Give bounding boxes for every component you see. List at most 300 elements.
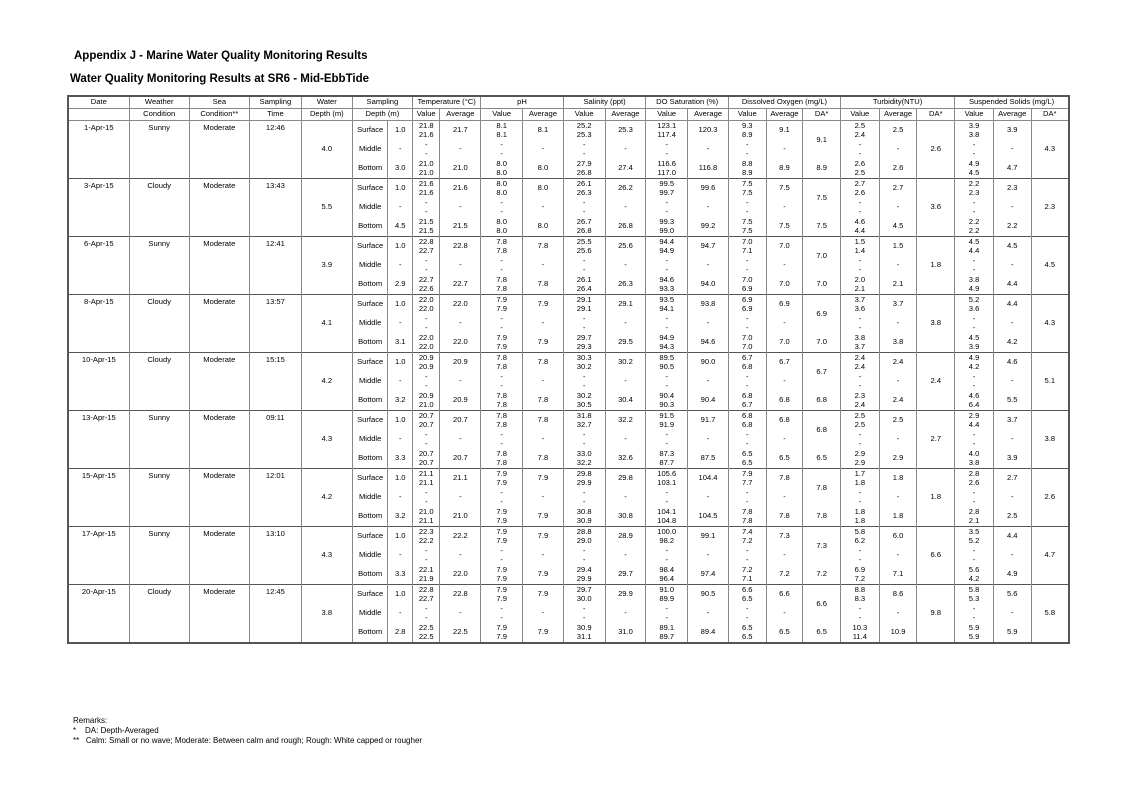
sea-condition-cell: Moderate <box>189 295 249 353</box>
temperature-value-1: - <box>424 372 428 381</box>
ph-value-1: 7.9 <box>496 333 507 342</box>
temperature-values <box>412 411 440 431</box>
salinity-values <box>563 469 605 489</box>
ph-value-2: 7.8 <box>496 419 507 429</box>
dissolved-oxygen-average: 6.9 <box>766 295 803 315</box>
salinity-average: 26.8 <box>605 217 646 237</box>
turbidity-value-2: 2.5 <box>854 167 866 177</box>
do-saturation-average: 99.6 <box>688 179 729 199</box>
date-cell: 8-Apr-15 <box>68 295 129 353</box>
temperature-value-2: - <box>424 554 428 564</box>
turbidity-average: 2.5 <box>879 121 917 141</box>
temperature-values <box>412 314 440 333</box>
dissolved-oxygen-value-1: 7.9 <box>741 468 753 478</box>
suspended-solids-average: - <box>993 430 1031 449</box>
sampling-depth-cell: - <box>388 430 412 449</box>
dissolved-oxygen-values <box>728 488 766 507</box>
salinity-value-1: 29.7 <box>576 333 592 342</box>
depth-level-cell: Bottom <box>352 275 388 295</box>
temperature-value-1: 21.0 <box>418 159 434 168</box>
dissolved-oxygen-values <box>728 391 766 411</box>
temperature-average: - <box>440 256 481 275</box>
temperature-value-2: 22.0 <box>418 341 434 351</box>
dissolved-oxygen-average: 7.0 <box>766 275 803 295</box>
salinity-average: 25.3 <box>605 121 646 141</box>
suspended-solids-value-2: 4.5 <box>968 167 980 177</box>
dissolved-oxygen-value-1: - <box>745 430 749 439</box>
suspended-solids-value-1: - <box>972 256 976 265</box>
header-cell: Suspended Solids (mg/L) <box>955 96 1069 109</box>
suspended-solids-values <box>955 314 994 333</box>
dissolved-oxygen-values <box>728 140 766 159</box>
dissolved-oxygen-values <box>728 565 766 585</box>
temperature-average: 22.8 <box>440 237 481 257</box>
turbidity-value-1: 4.6 <box>854 217 866 226</box>
salinity-value-2: - <box>582 612 586 622</box>
ph-value-2: 7.9 <box>496 593 507 603</box>
do-saturation-value-1: 116.6 <box>657 159 676 168</box>
suspended-solids-average: 3.9 <box>993 121 1031 141</box>
salinity-average: 26.3 <box>605 275 646 295</box>
dissolved-oxygen-value-1: - <box>745 546 749 555</box>
turbidity-average: 2.5 <box>879 411 917 431</box>
turbidity-value-2: 1.8 <box>854 477 866 487</box>
dissolved-oxygen-da-surface-middle: 6.9 <box>803 295 841 334</box>
dissolved-oxygen-values <box>728 469 766 489</box>
temperature-values <box>412 449 440 469</box>
suspended-solids-value-1: 4.9 <box>968 159 980 168</box>
salinity-value-2: 30.5 <box>576 399 592 409</box>
temperature-average: 21.0 <box>440 507 481 527</box>
dissolved-oxygen-da-surface-middle: 7.0 <box>803 237 841 276</box>
suspended-solids-value-1: 5.9 <box>968 623 980 632</box>
do-saturation-value-2: - <box>665 496 668 506</box>
ph-values <box>481 353 523 373</box>
dissolved-oxygen-value-1: - <box>745 314 749 323</box>
suspended-solids-value-1: 4.5 <box>968 333 980 342</box>
dissolved-oxygen-value-2: 7.7 <box>741 477 753 487</box>
dissolved-oxygen-value-1: 7.5 <box>741 178 753 188</box>
sampling-depth-cell: 3.3 <box>388 565 412 585</box>
suspended-solids-average: 2.2 <box>993 217 1031 237</box>
do-saturation-average: 94.6 <box>688 333 729 353</box>
dissolved-oxygen-value-1: - <box>745 198 749 207</box>
dissolved-oxygen-average: 6.6 <box>766 585 803 605</box>
turbidity-average: - <box>879 488 917 507</box>
salinity-values <box>563 159 605 179</box>
temperature-value-2: 21.1 <box>418 515 434 525</box>
suspended-solids-values <box>955 140 994 159</box>
do-saturation-average: 94.7 <box>688 237 729 257</box>
dissolved-oxygen-values <box>728 198 766 217</box>
do-saturation-value-1: - <box>665 140 668 149</box>
suspended-solids-value-2: - <box>972 264 976 274</box>
temperature-value-2: 20.9 <box>418 361 434 371</box>
suspended-solids-value-2: - <box>972 438 976 448</box>
do-saturation-average: 90.4 <box>688 391 729 411</box>
ph-value-1: - <box>500 372 503 381</box>
suspended-solids-average: - <box>993 604 1031 623</box>
turbidity-value-2: 11.4 <box>852 631 867 641</box>
dissolved-oxygen-value-2: - <box>745 496 749 506</box>
header-cell: Sea <box>189 96 249 109</box>
dissolved-oxygen-da-bottom: 6.5 <box>803 449 841 469</box>
dissolved-oxygen-average: 6.5 <box>766 449 803 469</box>
ph-value-1: 8.0 <box>496 178 507 188</box>
dissolved-oxygen-value-2: 6.5 <box>741 631 753 641</box>
do-saturation-values <box>646 121 688 141</box>
suspended-solids-value-2: 2.3 <box>968 187 980 197</box>
ph-values <box>481 256 523 275</box>
ph-average: 7.9 <box>523 295 564 315</box>
temperature-values <box>412 372 440 391</box>
salinity-values <box>563 391 605 411</box>
header-cell: DA* <box>803 109 841 121</box>
suspended-solids-average: 4.2 <box>993 333 1031 353</box>
turbidity-value-1: 3.7 <box>854 294 866 304</box>
suspended-solids-value-2: 2.6 <box>968 477 980 487</box>
sampling-time-cell: 12:45 <box>249 585 301 644</box>
do-saturation-value-1: - <box>665 256 668 265</box>
sampling-depth-cell: 3.3 <box>388 449 412 469</box>
sampling-time-cell: 12:01 <box>249 469 301 527</box>
temperature-value-1: 21.6 <box>418 178 434 188</box>
do-saturation-values <box>646 585 688 605</box>
dissolved-oxygen-da-bottom: 6.5 <box>803 623 841 643</box>
header-cell: Value <box>563 109 605 121</box>
salinity-values <box>563 527 605 547</box>
temperature-value-2: - <box>424 438 428 448</box>
do-saturation-value-2: 89.7 <box>659 631 675 641</box>
dissolved-oxygen-value-1: 9.3 <box>741 120 753 130</box>
dissolved-oxygen-average: 7.0 <box>766 333 803 353</box>
ph-values <box>481 121 523 141</box>
turbidity-average: 3.8 <box>879 333 917 353</box>
dissolved-oxygen-values <box>728 353 766 373</box>
header-cell: Time <box>249 109 301 121</box>
do-saturation-value-1: - <box>665 604 668 613</box>
do-saturation-values <box>646 159 688 179</box>
ph-values <box>481 295 523 315</box>
ph-value-2: 7.9 <box>496 573 507 583</box>
dissolved-oxygen-da-bottom: 7.0 <box>803 333 841 353</box>
temperature-average: 22.8 <box>440 585 481 605</box>
suspended-solids-value-1: 4.0 <box>968 449 980 458</box>
suspended-solids-average: 5.5 <box>993 391 1031 411</box>
turbidity-average: 4.5 <box>879 217 917 237</box>
header-cell: Average <box>766 109 803 121</box>
sea-condition-cell: Moderate <box>189 179 249 237</box>
suspended-solids-average: 4.7 <box>993 159 1031 179</box>
temperature-values <box>412 159 440 179</box>
dissolved-oxygen-average: 9.1 <box>766 121 803 141</box>
turbidity-average: 1.8 <box>879 507 917 527</box>
dissolved-oxygen-average: 7.8 <box>766 507 803 527</box>
salinity-value-2: - <box>582 496 586 506</box>
suspended-solids-average: 5.6 <box>993 585 1031 605</box>
do-saturation-value-2: 99.0 <box>659 225 675 235</box>
sampling-depth-cell: 4.5 <box>388 217 412 237</box>
turbidity-da: 6.6 <box>917 527 955 585</box>
table-row <box>68 295 1069 315</box>
temperature-average: - <box>440 140 481 159</box>
temperature-value-1: 20.7 <box>418 410 434 420</box>
suspended-solids-value-2: 4.4 <box>968 419 980 429</box>
ph-average: 8.0 <box>523 179 564 199</box>
salinity-value-2: 29.0 <box>576 535 592 545</box>
ph-value-1: 7.8 <box>496 410 507 420</box>
salinity-value-2: 26.8 <box>576 225 592 235</box>
depth-level-cell: Bottom <box>352 333 388 353</box>
temperature-value-1: 22.3 <box>418 526 434 536</box>
turbidity-value-2: 6.2 <box>854 535 866 545</box>
salinity-value-2: 30.9 <box>576 515 592 525</box>
turbidity-values <box>841 237 880 257</box>
do-saturation-value-1: 98.4 <box>659 565 675 574</box>
do-saturation-value-1: - <box>665 198 668 207</box>
turbidity-value-1: - <box>858 430 862 439</box>
ph-value-2: 7.8 <box>496 361 507 371</box>
ph-value-1: 7.9 <box>496 526 507 536</box>
suspended-solids-da: 5.1 <box>1031 353 1069 411</box>
turbidity-average: - <box>879 430 917 449</box>
suspended-solids-average: 4.4 <box>993 275 1031 295</box>
temperature-values <box>412 275 440 295</box>
turbidity-values <box>841 121 880 141</box>
do-saturation-average: 93.8 <box>688 295 729 315</box>
suspended-solids-values <box>955 527 994 547</box>
turbidity-da: 2.7 <box>917 411 955 469</box>
depth-level-cell: Surface <box>352 411 388 431</box>
dissolved-oxygen-value-2: 7.8 <box>741 515 753 525</box>
salinity-value-2: - <box>582 322 586 332</box>
do-saturation-average: - <box>688 314 729 333</box>
sampling-depth-cell: - <box>388 488 412 507</box>
turbidity-average: 2.9 <box>879 449 917 469</box>
do-saturation-values <box>646 391 688 411</box>
salinity-average: - <box>605 372 646 391</box>
sampling-depth-cell: 3.1 <box>388 333 412 353</box>
salinity-value-1: - <box>582 546 586 555</box>
suspended-solids-values <box>955 353 994 373</box>
depth-level-cell: Middle <box>352 314 388 333</box>
temperature-average: - <box>440 314 481 333</box>
ph-value-2: - <box>500 148 503 158</box>
dissolved-oxygen-values <box>728 585 766 605</box>
ph-value-1: 7.9 <box>496 584 507 594</box>
temperature-value-2: - <box>424 380 428 390</box>
do-saturation-average: - <box>688 546 729 565</box>
ph-average: 7.8 <box>523 391 564 411</box>
salinity-value-2: 29.9 <box>576 573 592 583</box>
dissolved-oxygen-average: 7.2 <box>766 565 803 585</box>
salinity-value-1: 30.8 <box>576 507 592 516</box>
dissolved-oxygen-value-2: 7.5 <box>741 187 753 197</box>
ph-values <box>481 546 523 565</box>
do-saturation-value-1: 93.5 <box>659 294 675 304</box>
dissolved-oxygen-value-1: - <box>745 488 749 497</box>
do-saturation-value-2: 103.1 <box>657 477 677 487</box>
dissolved-oxygen-average: 7.5 <box>766 217 803 237</box>
do-saturation-value-1: 91.5 <box>659 410 675 420</box>
do-saturation-values <box>646 411 688 431</box>
dissolved-oxygen-values <box>728 314 766 333</box>
suspended-solids-average: 2.5 <box>993 507 1031 527</box>
ph-average: 7.9 <box>523 565 564 585</box>
do-saturation-value-1: 89.1 <box>659 623 675 632</box>
turbidity-value-1: - <box>858 488 862 497</box>
ph-values <box>481 527 523 547</box>
turbidity-value-1: 2.3 <box>854 391 866 400</box>
suspended-solids-values <box>955 198 994 217</box>
turbidity-value-2: 7.2 <box>854 573 866 583</box>
do-saturation-value-1: 105.6 <box>657 468 677 478</box>
suspended-solids-value-1: - <box>972 430 976 439</box>
water-depth-cell: 4.0 <box>301 121 352 179</box>
turbidity-value-2: 2.4 <box>854 399 866 409</box>
ph-value-2: - <box>500 612 503 622</box>
temperature-values <box>412 430 440 449</box>
dissolved-oxygen-values <box>728 527 766 547</box>
salinity-value-2: - <box>582 554 586 564</box>
sampling-depth-cell: 1.0 <box>388 353 412 373</box>
ph-value-2: 7.9 <box>496 477 507 487</box>
suspended-solids-average: 2.3 <box>993 179 1031 199</box>
suspended-solids-value-1: 4.5 <box>968 236 980 246</box>
dissolved-oxygen-average: 6.8 <box>766 391 803 411</box>
turbidity-values <box>841 275 880 295</box>
temperature-values <box>412 623 440 643</box>
do-saturation-value-1: 123.1 <box>657 120 677 130</box>
dissolved-oxygen-values <box>728 275 766 295</box>
temperature-average: 20.7 <box>440 411 481 431</box>
turbidity-average: 2.4 <box>879 391 917 411</box>
dissolved-oxygen-value-2: - <box>745 380 749 390</box>
temperature-value-2: 22.7 <box>418 593 434 603</box>
ph-average: 7.8 <box>523 411 564 431</box>
page-title: Appendix J - Marine Water Quality Monitoring Results <box>74 50 368 62</box>
turbidity-value-1: 10.3 <box>852 623 868 632</box>
salinity-values <box>563 256 605 275</box>
turbidity-average: - <box>879 546 917 565</box>
suspended-solids-value-1: - <box>972 546 976 555</box>
ph-values <box>481 623 523 643</box>
turbidity-value-2: 2.5 <box>854 419 866 429</box>
weather-cell: Sunny <box>129 527 189 585</box>
suspended-solids-average: 5.9 <box>993 623 1031 643</box>
do-saturation-value-2: 96.4 <box>659 573 675 583</box>
salinity-value-1: 28.8 <box>576 526 592 536</box>
temperature-value-2: 22.2 <box>418 535 434 545</box>
dissolved-oxygen-average: 8.9 <box>766 159 803 179</box>
do-saturation-average: - <box>688 140 729 159</box>
table-row <box>68 585 1069 605</box>
sampling-depth-cell: 3.0 <box>388 159 412 179</box>
suspended-solids-values <box>955 333 994 353</box>
ph-value-1: 8.1 <box>496 120 507 130</box>
header-row-1 <box>68 96 1069 109</box>
turbidity-value-2: - <box>858 322 862 332</box>
dissolved-oxygen-da-bottom: 7.2 <box>803 565 841 585</box>
ph-value-2: 7.9 <box>496 631 507 641</box>
dissolved-oxygen-value-2: 7.0 <box>741 341 753 351</box>
suspended-solids-value-1: - <box>972 372 976 381</box>
water-quality-table <box>67 95 1070 644</box>
temperature-value-2: - <box>424 612 428 622</box>
temperature-average: 22.0 <box>440 565 481 585</box>
suspended-solids-value-2: 5.9 <box>968 631 980 641</box>
salinity-average: 28.9 <box>605 527 646 547</box>
salinity-value-1: - <box>582 198 586 207</box>
header-cell: DA* <box>1031 109 1069 121</box>
ph-value-1: - <box>500 314 503 323</box>
suspended-solids-value-2: - <box>972 148 976 158</box>
turbidity-da: 2.6 <box>917 121 955 179</box>
header-cell: Sampling <box>352 96 412 109</box>
do-saturation-value-1: 87.3 <box>659 449 675 458</box>
depth-level-cell: Middle <box>352 546 388 565</box>
temperature-average: 22.7 <box>440 275 481 295</box>
suspended-solids-da: 5.8 <box>1031 585 1069 644</box>
suspended-solids-values <box>955 121 994 141</box>
salinity-value-2: 29.3 <box>576 341 592 351</box>
do-saturation-values <box>646 256 688 275</box>
suspended-solids-value-1: - <box>972 488 976 497</box>
table-row <box>68 469 1069 489</box>
salinity-value-1: 25.2 <box>576 120 592 130</box>
turbidity-value-1: - <box>858 256 862 265</box>
suspended-solids-average: 4.6 <box>993 353 1031 373</box>
do-saturation-value-2: 98.2 <box>659 535 675 545</box>
do-saturation-values <box>646 565 688 585</box>
ph-average: - <box>523 140 564 159</box>
date-cell: 6-Apr-15 <box>68 237 129 295</box>
turbidity-value-1: - <box>858 314 862 323</box>
ph-values <box>481 391 523 411</box>
turbidity-value-2: - <box>858 438 862 448</box>
temperature-value-1: 22.8 <box>418 584 434 594</box>
do-saturation-average: 90.0 <box>688 353 729 373</box>
temperature-values <box>412 198 440 217</box>
salinity-average: 30.4 <box>605 391 646 411</box>
ph-value-2: 7.9 <box>496 515 507 525</box>
sampling-depth-cell: 1.0 <box>388 237 412 257</box>
dissolved-oxygen-average: 6.8 <box>766 411 803 431</box>
turbidity-values <box>841 314 880 333</box>
suspended-solids-da: 3.8 <box>1031 411 1069 469</box>
table-row <box>68 179 1069 199</box>
temperature-value-1: - <box>424 604 428 613</box>
do-saturation-value-1: - <box>665 546 668 555</box>
do-saturation-values <box>646 275 688 295</box>
suspended-solids-value-2: - <box>972 380 976 390</box>
dissolved-oxygen-average: - <box>766 198 803 217</box>
salinity-value-2: - <box>582 380 586 390</box>
do-saturation-value-1: 94.9 <box>659 333 675 342</box>
temperature-values <box>412 585 440 605</box>
suspended-solids-values <box>955 179 994 199</box>
suspended-solids-values <box>955 623 994 643</box>
dissolved-oxygen-da-bottom: 6.8 <box>803 391 841 411</box>
turbidity-da: 1.8 <box>917 469 955 527</box>
do-saturation-value-2: 94.9 <box>659 245 675 255</box>
temperature-value-1: 22.8 <box>418 236 434 246</box>
sampling-depth-cell: 3.2 <box>388 391 412 411</box>
salinity-value-1: 29.7 <box>576 584 592 594</box>
depth-level-cell: Middle <box>352 372 388 391</box>
remark-da: * DA: Depth-Averaged <box>73 726 159 735</box>
ph-value-1: 7.9 <box>496 468 507 478</box>
